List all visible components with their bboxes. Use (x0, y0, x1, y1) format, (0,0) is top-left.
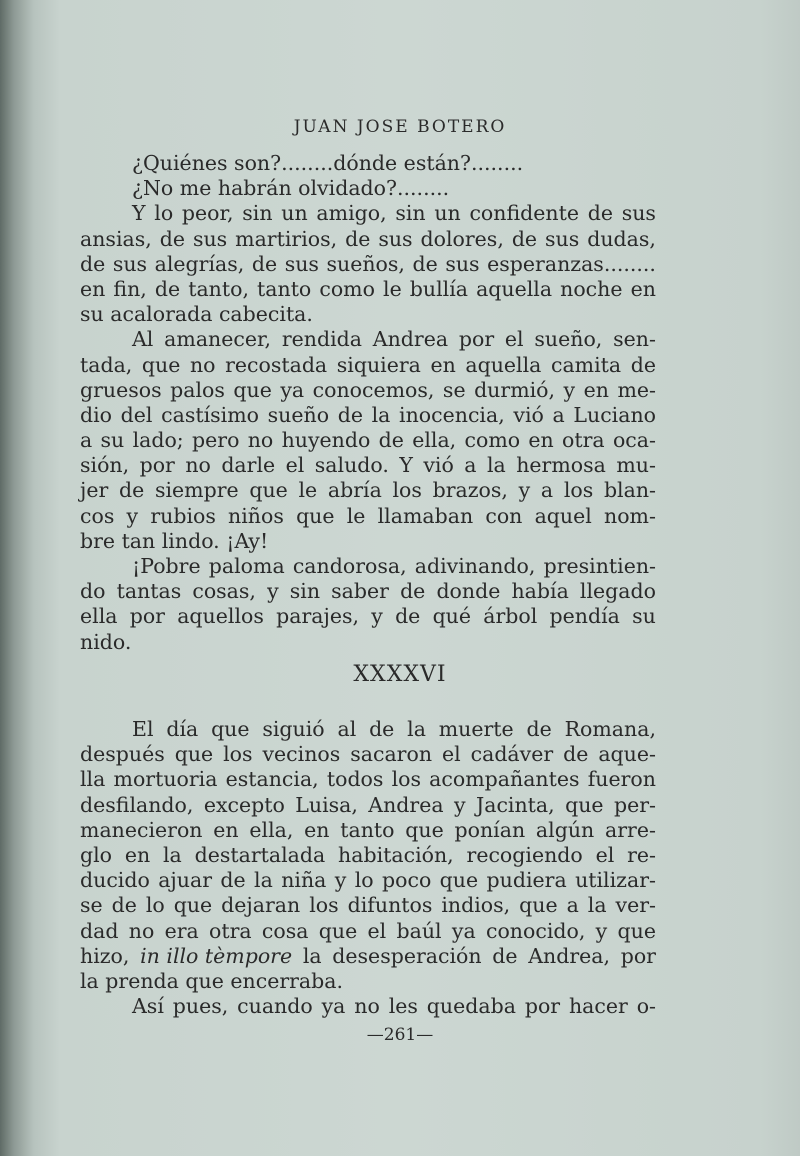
word: sus (545, 226, 580, 251)
word: habitación, (338, 842, 454, 867)
word: vecinos (262, 742, 341, 767)
word: ver- (615, 893, 656, 918)
word: Jacinta, (476, 792, 555, 817)
word: a (540, 478, 554, 503)
word: del (120, 402, 153, 427)
word: siguió (262, 717, 325, 741)
word: lo (354, 868, 374, 893)
word: no (247, 428, 274, 453)
word: rubios (150, 503, 216, 528)
word: ducido (80, 868, 150, 893)
word: Luciano (573, 402, 656, 427)
word: oca- (612, 428, 656, 453)
text-line (80, 227, 656, 252)
word: le (346, 503, 366, 528)
word: noche (560, 276, 623, 301)
word: sueño (267, 402, 330, 427)
word: otra (562, 428, 605, 453)
word: a (566, 893, 579, 918)
word: Andrea (368, 792, 444, 817)
word: utilizar- (575, 868, 656, 893)
word: tanto, (188, 276, 249, 301)
word: y (267, 579, 279, 604)
text-line (80, 201, 656, 226)
word: tada, (80, 352, 133, 377)
text-line (80, 554, 656, 579)
text-line (80, 818, 656, 843)
word: que (173, 893, 213, 918)
page-number: —261— (366, 1025, 434, 1045)
word: de (154, 276, 181, 301)
word: de (630, 352, 656, 377)
word: le (298, 478, 318, 503)
word: cadáver (470, 742, 554, 767)
word: darle (221, 453, 276, 478)
word: ajuar (158, 868, 213, 893)
word: que (233, 377, 272, 402)
word: la (302, 943, 322, 968)
word: con (485, 503, 523, 528)
word: Y (132, 201, 146, 226)
word: ansias, (80, 226, 152, 251)
word: los (223, 742, 253, 767)
word: de (220, 868, 246, 893)
word: sacaron (350, 742, 433, 767)
word: la (587, 893, 607, 918)
word: pues, (172, 994, 229, 1019)
word: y (126, 503, 139, 528)
word: sueños, (326, 251, 405, 276)
word: sueño, (534, 327, 603, 352)
word: mortuoria (113, 767, 218, 792)
word: y (371, 604, 383, 629)
word: por (458, 327, 495, 352)
word: bullía (409, 276, 468, 301)
word: recostada (225, 352, 328, 377)
word: que (141, 352, 181, 377)
italic-phrase: in illo tèmpore (140, 943, 293, 968)
word: y (334, 868, 347, 893)
text-line (80, 277, 656, 302)
word: cos (80, 503, 115, 528)
word: un (434, 201, 461, 226)
word: dio (80, 402, 113, 427)
word: conocemos, (312, 377, 435, 402)
word: de (251, 251, 278, 276)
word: de (492, 943, 518, 968)
word: Romana, (564, 717, 656, 741)
word: alegrías, (154, 251, 245, 276)
word: de (511, 226, 538, 251)
word: por (620, 943, 656, 968)
word: lla (80, 767, 106, 792)
word: que (211, 717, 250, 741)
word: Y (399, 453, 413, 478)
text-line (80, 630, 656, 655)
word: martirios, (235, 226, 338, 251)
word: hermosa (516, 453, 606, 478)
line-text: bre tan lindo. ¡Ay! (80, 528, 269, 553)
word: sus (284, 251, 319, 276)
word: les (388, 994, 418, 1019)
text-line (80, 529, 656, 554)
word: de (80, 251, 106, 276)
word: paloma (208, 554, 285, 578)
word: en (430, 352, 456, 377)
word: muerte (438, 717, 514, 741)
word: la (486, 453, 506, 478)
word: quedaba (426, 994, 516, 1019)
word: amanecer, (164, 327, 272, 352)
text-line (80, 893, 656, 918)
word: dudas, (587, 226, 656, 251)
word: dejaran (221, 893, 301, 918)
word: los (563, 478, 594, 503)
word: al (337, 717, 357, 741)
word: palos (170, 377, 225, 402)
line-text: ¿Quiénes son?........dónde están?........ (132, 151, 524, 175)
text-line (80, 742, 656, 767)
word: pendía (549, 604, 620, 629)
word: vió (423, 453, 454, 478)
text-line (80, 478, 656, 503)
text-line (80, 919, 656, 944)
word: cosas, (192, 579, 256, 604)
word: sin (242, 201, 273, 226)
word: no (189, 352, 216, 377)
word: niños (228, 503, 284, 528)
word: recogiendo (466, 842, 583, 867)
word: vió (513, 402, 544, 427)
word: candorosa, (292, 554, 407, 578)
word: ponían (454, 817, 526, 842)
word: sus (621, 201, 656, 226)
word: de (159, 226, 185, 251)
word: re- (627, 842, 656, 867)
word: parajes, (276, 604, 359, 629)
word: arre- (605, 817, 656, 842)
word: en (630, 276, 656, 301)
word: brazos, (432, 478, 508, 503)
word: como (464, 428, 521, 453)
word: en (124, 842, 151, 867)
word: camita (550, 352, 622, 377)
word: de (400, 579, 426, 604)
word: desesperación (332, 943, 482, 968)
word: tanto (340, 817, 395, 842)
word: cuando (237, 994, 313, 1019)
word: que (519, 893, 558, 918)
word: glo (80, 842, 113, 867)
word: llamaban (377, 503, 474, 528)
word: hizo, (80, 943, 130, 968)
word: que (296, 503, 335, 528)
word: acompañantes (429, 767, 580, 792)
word: aquellos (177, 604, 264, 629)
word: amigo, (316, 201, 387, 226)
word: la (407, 717, 426, 741)
word: Andrea, (528, 943, 611, 968)
word: tantas (116, 579, 182, 604)
word: fueron (587, 767, 656, 792)
word: la (371, 402, 391, 427)
word: por (139, 453, 175, 478)
word: lo (154, 201, 174, 226)
word: el (441, 742, 461, 767)
word: indios, (441, 893, 511, 918)
word: me- (617, 377, 656, 402)
line-text: su acalorada cabecita. (80, 302, 313, 327)
word: manecieron (80, 817, 203, 842)
text-line (80, 717, 656, 742)
word: a (552, 402, 565, 427)
word: de (118, 478, 145, 503)
word: qué (432, 604, 472, 629)
word: saludo. (314, 453, 389, 478)
word: destartalada (194, 842, 326, 867)
word: no (354, 994, 380, 1019)
text-line (80, 252, 656, 277)
word: desfilando, (80, 792, 194, 817)
word: después (80, 742, 165, 767)
running-header: JUAN JOSE BOTERO (293, 117, 507, 137)
word: de (412, 251, 438, 276)
word: rendida (281, 327, 363, 352)
word: a (464, 453, 477, 478)
word: árbol (483, 604, 538, 629)
text-line (80, 843, 656, 868)
word: dad (80, 918, 119, 943)
word: no (128, 918, 155, 943)
word: pero (192, 428, 240, 453)
text-line (80, 868, 656, 893)
word: hacer (568, 994, 628, 1019)
word: tanto (257, 276, 312, 301)
word: aque- (598, 742, 656, 767)
word: esperanzas........ (487, 251, 656, 276)
word: le (383, 276, 402, 301)
word: sus (192, 226, 228, 251)
line-text: nido. (80, 629, 132, 654)
word: ya (280, 377, 305, 402)
word: llegado (579, 579, 656, 604)
word: que (617, 918, 656, 943)
word: niña (281, 868, 327, 893)
word: todos (326, 767, 384, 792)
text-line (80, 994, 656, 1019)
word: había (511, 579, 569, 604)
text-line (80, 428, 656, 453)
word: que (249, 478, 288, 503)
word: el (504, 327, 524, 352)
word: saber (331, 579, 389, 604)
word: confidente (469, 201, 579, 226)
word: el (285, 453, 305, 478)
word: no (185, 453, 211, 478)
word: ella, (249, 817, 294, 842)
word: ella, (412, 428, 457, 453)
word: lado; (132, 428, 184, 453)
word: de (337, 402, 363, 427)
word: Andrea (372, 327, 449, 352)
word: lo (145, 893, 165, 918)
word: en (583, 377, 609, 402)
text-line (80, 767, 656, 792)
word: huyendo (281, 428, 371, 453)
word: sión, (80, 453, 130, 478)
text-line (80, 604, 656, 629)
word: otra (209, 918, 252, 943)
word: se (80, 893, 103, 918)
word: abría (327, 478, 382, 503)
word: excepto (203, 792, 285, 817)
text-line (80, 353, 656, 378)
word: y (518, 478, 531, 503)
word: estancia, (225, 767, 319, 792)
word: de (563, 742, 589, 767)
text-line (80, 944, 656, 969)
word: que (318, 918, 358, 943)
word: ella (80, 604, 118, 629)
word: los (309, 893, 339, 918)
word: en (528, 428, 554, 453)
word: como (319, 276, 375, 301)
word: de (587, 201, 613, 226)
word: sus (112, 251, 148, 276)
word: de (526, 717, 552, 741)
paragraph-block-1 (80, 151, 656, 655)
word: mu- (616, 453, 656, 478)
word: aquella (465, 352, 542, 377)
word: siquiera (336, 352, 421, 377)
word: cosa (261, 918, 309, 943)
word: jer (80, 478, 109, 503)
text-line (80, 504, 656, 529)
word: algún (535, 817, 595, 842)
word: de (345, 226, 371, 251)
line-text: la prenda que encerraba. (80, 968, 344, 993)
text-line (80, 176, 656, 201)
word: que (405, 817, 444, 842)
word: en (80, 276, 106, 301)
word: sin (289, 579, 321, 604)
word: por (129, 604, 165, 629)
word: conocido, (485, 918, 586, 943)
word: en (213, 817, 239, 842)
word: a (80, 428, 93, 453)
text-line (80, 969, 656, 994)
word: que (439, 868, 479, 893)
word: durmió, (474, 377, 556, 402)
word: un (281, 201, 308, 226)
word: su (632, 604, 656, 629)
word: su (100, 428, 125, 453)
text-line (80, 579, 656, 604)
word: los (391, 767, 422, 792)
word: aquel (534, 503, 592, 528)
word: en (304, 817, 330, 842)
word: y (454, 792, 466, 817)
word: de (378, 428, 404, 453)
word: por (524, 994, 561, 1019)
word: era (164, 918, 199, 943)
word: fin, (113, 276, 147, 301)
word: de (395, 604, 421, 629)
word: El (132, 717, 154, 741)
word: la (163, 842, 182, 867)
word: difuntos (347, 893, 433, 918)
word: adivinando, (414, 554, 536, 578)
text-line (80, 151, 656, 176)
word: día (166, 717, 199, 741)
line-text: ¿No me habrán olvidado?........ (132, 176, 450, 201)
word: nom- (604, 503, 656, 528)
word: peor, (181, 201, 234, 226)
word: se (442, 377, 466, 402)
word: sen- (613, 327, 656, 352)
word: la (254, 868, 273, 893)
word: blan- (603, 478, 656, 503)
word: el (367, 918, 387, 943)
text-line (80, 302, 656, 327)
word: siempre (154, 478, 239, 503)
word: donde (436, 579, 501, 604)
word: sus (445, 251, 480, 276)
word: de (369, 717, 395, 741)
word: ya (321, 994, 346, 1019)
word: do (80, 579, 106, 604)
word: presintien- (543, 554, 656, 578)
word: el (595, 842, 615, 867)
paragraph-block-2 (80, 717, 656, 1019)
word: sus (378, 226, 413, 251)
word: castísimo (161, 402, 260, 427)
word: baúl (396, 918, 442, 943)
word: poco (382, 868, 432, 893)
word: gruesos (80, 377, 162, 402)
text-line (80, 378, 656, 403)
word: que (174, 742, 214, 767)
word: aquella (476, 276, 553, 301)
word: Luisa, (295, 792, 358, 817)
word: per- (613, 792, 656, 817)
word: sin (395, 201, 426, 226)
word: Así (132, 994, 164, 1019)
text-line (80, 793, 656, 818)
word: ya (451, 918, 476, 943)
text-line (80, 453, 656, 478)
word: y (563, 377, 576, 402)
text-line (80, 403, 656, 428)
word: o- (636, 994, 656, 1019)
word: los (392, 478, 422, 503)
word: inocencia, (399, 402, 505, 427)
word: que (565, 792, 604, 817)
word: pudiera (486, 868, 567, 893)
text-line (80, 327, 656, 352)
chapter-heading: XXXXVI (353, 662, 447, 687)
word: ¡Pobre (132, 554, 201, 578)
word: de (111, 893, 137, 918)
word: Al (132, 327, 154, 352)
word: dolores, (420, 226, 504, 251)
word: y (595, 918, 608, 943)
